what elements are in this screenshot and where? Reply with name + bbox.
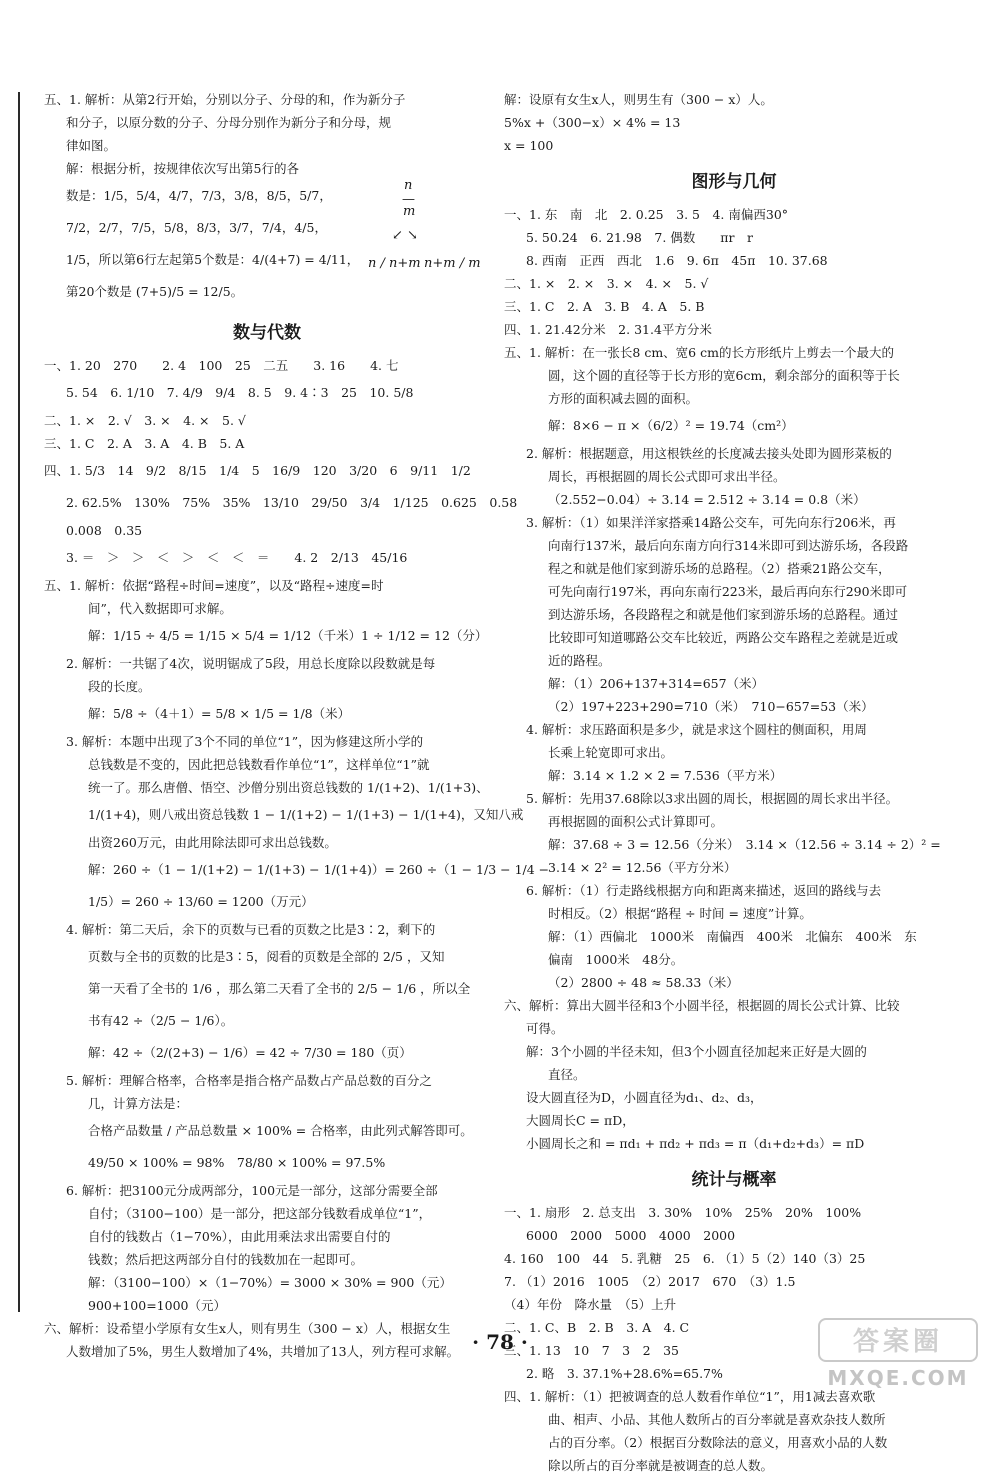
text-line: 到达游乐场，各段路程之和就是他们家到游乐场的总路程。通过 bbox=[548, 607, 899, 622]
text-line: 解：（1）西偏北 1000米 南偏西 400米 北偏东 400米 东 bbox=[548, 929, 917, 944]
text-line: 五、1. 解析：在一张长8 cm、宽6 cm的长方形纸片上剪去一个最大的 bbox=[504, 345, 894, 360]
text-line: （2）197+223+290=710（米） 710−657=53（米） bbox=[548, 699, 874, 714]
text-line: 6. 解析：把3100元分成两部分，100元是一部分，这部分需要全部 bbox=[66, 1183, 438, 1198]
text-line: 解：37.68 ÷ 3 = 12.56（分米） 3.14 ×（12.56 ÷ 3.14 ÷ 2）² = bbox=[548, 837, 941, 852]
text-line: 四、1. 5/3 14 9/2 8/15 1/4 5 16/9 120 3/20 6 9/11 1/2 bbox=[44, 463, 471, 478]
text-line: 一、1. 东 南 北 2. 0.25 3. 5 4. 南偏西30° bbox=[504, 207, 789, 222]
text-line: 二、1. × 2. × 3. × 4. × 5. √ bbox=[504, 276, 709, 291]
text-line: 三、1. C 2. A 3. A 4. B 5. A bbox=[44, 436, 245, 451]
text-line: 4. 解析：第二天后，余下的页数与已看的页数之比是3∶2，剩下的 bbox=[66, 922, 436, 937]
text-line: 近的路程。 bbox=[548, 653, 611, 668]
text-line: 偏南 1000米 48分。 bbox=[548, 952, 684, 967]
text-line: 二、1. × 2. √ 3. × 4. × 5. √ bbox=[44, 413, 246, 428]
text-line: 出资260万元，由此用除法即可求出总钱数。 bbox=[88, 835, 337, 850]
text-line: 2. 解析：一共锯了4次，说明锯成了5段，用总长度除以段数就是每 bbox=[66, 656, 436, 671]
text-line: 解：5/8 ÷（4＋1）= 5/8 × 1/5 = 1/8（米） bbox=[88, 706, 351, 721]
text-line: 0.008 0.35 bbox=[66, 523, 143, 538]
text-line: 圆，这个圆的直径等于长方形的宽6cm，剩余部分的面积等于长 bbox=[548, 368, 900, 383]
text-line: 占的百分率。（2）根据百分数除法的意义，用喜欢小品的人数 bbox=[548, 1435, 888, 1450]
text-line: 2. 解析：根据题意，用这根铁丝的长度减去接头处即为圆形菜板的 bbox=[526, 446, 892, 461]
text-line: 再根据圆的面积公式计算即可。 bbox=[548, 814, 724, 829]
text-line: 解：设原有女生x人，则男生有（300 − x）人。 bbox=[504, 92, 773, 107]
section-heading: 统计与概率 bbox=[691, 1170, 777, 1190]
diagram-right-fraction: n+m / m bbox=[424, 256, 481, 271]
text-line: 钱数；然后把这两部分自付的钱数加在一起即可。 bbox=[88, 1252, 364, 1267]
text-line: 5%x +（300−x）× 4% = 13 bbox=[504, 115, 681, 130]
text-line: 解：（3100−100）×（1−70%）= 3000 × 30% = 900（元） bbox=[88, 1275, 452, 1290]
text-line: 4. 解析：求压路面积是多少，就是求这个圆柱的侧面积，用周 bbox=[526, 722, 867, 737]
text-line: 7/2，2/7，7/5，5/8，8/3，3/7，7/4，4/5， bbox=[66, 220, 327, 235]
text-line: 三、1. C 2. A 3. B 4. A 5. B bbox=[504, 299, 705, 314]
text-line: 可先向南行197米，再向东南行223米，最后再向东行290米即可 bbox=[548, 584, 908, 599]
text-line: 程之和就是他们家到游乐场的总路程。（2）搭乘21路公交车， bbox=[548, 561, 891, 576]
text-line: 向南行137米，最后向东南方向行314米即可到达游乐场，各段路 bbox=[548, 538, 909, 553]
text-line: 第一天看了全书的 1/6 ，那么第二天看了全书的 2/5 − 1/6 ，所以全 bbox=[88, 981, 471, 996]
text-line: 五、1. 解析：从第2行开始，分别以分子、分母的和，作为新分子 bbox=[44, 92, 406, 107]
text-line: 解：260 ÷（1 − 1/(1+2) − 1/(1+3) − 1/(1+4)）= 260 ÷（1 − 1/3 − 1/4 − bbox=[88, 862, 550, 877]
text-line: 4. 160 100 44 5. 乳糖 25 6. （1）5（2）140（3）25 bbox=[504, 1251, 866, 1266]
text-line: 书有42 ÷（2/5 − 1/6）。 bbox=[88, 1013, 234, 1028]
text-line: 1/5，所以第6行左起第5个数是：4/(4+7) = 4/11， bbox=[66, 252, 360, 267]
text-line: 8. 西南 正西 西北 1.6 9. 6π 45π 10. 37.68 bbox=[526, 253, 828, 268]
watermark-bottom: MXQE.COM bbox=[827, 1366, 969, 1390]
text-line: 2. 62.5% 130% 75% 35% 13/10 29/50 3/4 1/125 0.625 0.58 bbox=[66, 495, 518, 510]
text-line: 解：1/15 ÷ 4/5 = 1/15 × 5/4 = 1/12（千米）1 ÷ 1/12 = 12（分） bbox=[88, 628, 488, 643]
right-column bbox=[504, 88, 964, 1477]
text-line: 一、1. 20 270 2. 4 100 25 二五 3. 16 4. 七 bbox=[44, 358, 399, 373]
text-line: 解：3个小圆的半径未知，但3个小圆直径加起来正好是大圆的 bbox=[526, 1044, 867, 1059]
text-line: 第20个数是 (7+5)/5 = 12/5。 bbox=[66, 284, 244, 299]
watermark-logo bbox=[818, 1318, 978, 1390]
text-line: 3. ＝ ＞ ＞ ＜ ＞ ＜ ＜ ＝ 4. 2 2/13 45/16 bbox=[66, 550, 408, 565]
text-line: 长乘上轮宽即可求出。 bbox=[548, 745, 674, 760]
diagram-top-denominator: m bbox=[403, 204, 416, 219]
text-line: 除以所占的百分率就是被调查的总人数。 bbox=[548, 1458, 774, 1473]
text-line: 2. 略 3. 37.1%+28.6%=65.7% bbox=[526, 1366, 723, 1381]
diagram-left-fraction: n / n+m bbox=[368, 256, 421, 271]
text-line: （2.552−0.04）÷ 3.14 = 2.512 ÷ 3.14 = 0.8（米） bbox=[548, 492, 866, 507]
text-line: 解：3.14 × 1.2 × 2 = 7.536（平方米） bbox=[548, 768, 783, 783]
diagram-fraction-bar: — bbox=[402, 192, 415, 207]
text-line: 合格产品数量 / 产品总数量 × 100% = 合格率，由此列式解答即可。 bbox=[88, 1123, 473, 1138]
text-line: 3.14 × 2² = 12.56（平方分米） bbox=[548, 860, 737, 875]
text-line: 六、解析：算出大圆半径和3个小圆半径，根据圆的周长公式计算、比较 bbox=[504, 998, 900, 1013]
text-line: 自付的钱数占（1−70%），由此用乘法求出需要自付的 bbox=[88, 1229, 391, 1244]
text-line: 统一了。那么唐僧、悟空、沙僧分别出资总钱数的 1/(1+2)、1/(1+3)、 bbox=[88, 780, 489, 795]
section-heading: 数与代数 bbox=[233, 323, 301, 343]
text-line: 解：根据分析，按规律依次写出第5行的各 bbox=[66, 161, 299, 176]
text-line: 页数与全书的页数的比是3∶5，阅看的页数是全部的 2/5 ，又知 bbox=[88, 949, 445, 964]
text-line: 人数增加了5%，男生人数增加了4%，共增加了13人，列方程可求解。 bbox=[66, 1344, 460, 1359]
text-line: 大圆周长C = πD， bbox=[526, 1113, 635, 1128]
text-line: 解：（1）206+137+314=657（米） bbox=[548, 676, 765, 691]
text-line: 六、解析：设希望小学原有女生x人，则有男生（300 − x）人，根据女生 bbox=[44, 1321, 451, 1336]
text-line: 6. 解析：（1）行走路线根据方向和距离来描述，返回的路线与去 bbox=[526, 883, 882, 898]
text-line: 和分子，以原分数的分子、分母分别作为新分子和分母，规 bbox=[66, 115, 392, 130]
text-line: 数是：1/5，5/4，4/7，7/3，3/8，8/5，5/7， bbox=[66, 188, 332, 203]
text-line: 周长，再根据圆的周长公式即可求出半径。 bbox=[548, 469, 786, 484]
text-line: 49/50 × 100% = 98% 78/80 × 100% = 97.5% bbox=[88, 1155, 386, 1170]
text-line: 设大圆直径为D，小圆直径为d₁、d₂、d₃， bbox=[526, 1090, 763, 1105]
text-line: 1/5）= 260 ÷ 13/60 = 1200（万元） bbox=[88, 894, 314, 909]
text-line: 二、1. C、B 2. B 3. A 4. C bbox=[504, 1320, 690, 1335]
text-line: 直径。 bbox=[548, 1067, 586, 1082]
text-line: 比较即可知道哪路公交车比较近，两路公交车路程之差就是近或 bbox=[548, 630, 899, 645]
text-line: 曲、相声、小品、其他人数所占的百分率就是喜欢杂技人数所 bbox=[548, 1412, 886, 1427]
text-line: 7. （1）2016 1005 （2）2017 670 （3）1.5 bbox=[504, 1274, 796, 1289]
text-line: 自付；（3100−100）是一部分，把这部分钱数看成单位“1”， bbox=[88, 1206, 432, 1221]
text-line: 5. 50.24 6. 21.98 7. 偶数 πr r bbox=[526, 230, 753, 245]
watermark-top: 答案圈 bbox=[818, 1318, 978, 1362]
text-line: 时相反。（2）根据“路程 ÷ 时间 = 速度”计算。 bbox=[548, 906, 812, 921]
text-line: 方形的面积减去圆的面积。 bbox=[548, 391, 699, 406]
text-line: 五、1. 解析：依据“路程÷时间=速度”，以及“路程÷速度=时 bbox=[44, 578, 384, 593]
text-line: 可得。 bbox=[526, 1021, 564, 1036]
text-line: 5. 解析：先用37.68除以3求出圆的周长，根据圆的周长求出半径。 bbox=[526, 791, 899, 806]
text-line: 解：42 ÷（2/(2+3) − 1/6）= 42 ÷ 7/30 = 180（页） bbox=[88, 1045, 412, 1060]
page-number: · 78 · bbox=[472, 1330, 528, 1354]
text-line: 6000 2000 5000 4000 2000 bbox=[526, 1228, 736, 1243]
text-line: 3. 解析：本题中出现了3个不同的单位“1”，因为修建这所小学的 bbox=[66, 734, 424, 749]
pattern-diagram bbox=[368, 178, 481, 278]
text-line: 5. 解析：理解合格率，合格率是指合格产品数占产品总数的百分之 bbox=[66, 1073, 432, 1088]
text-line: 四、1. 解析：（1）把被调查的总人数看作单位“1”，用1减去喜欢歌 bbox=[504, 1389, 876, 1404]
text-line: 一、1. 扇形 2. 总支出 3. 30% 10% 25% 20% 100% bbox=[504, 1205, 862, 1220]
text-line: 律如图。 bbox=[66, 138, 117, 153]
left-margin-rule bbox=[18, 92, 20, 1312]
text-line: x = 100 bbox=[504, 138, 554, 153]
text-line: 几，计算方法是： bbox=[88, 1096, 189, 1111]
text-line: 900+100=1000（元） bbox=[88, 1298, 226, 1313]
text-line: 三、1. 13 10 7 3 2 35 bbox=[504, 1343, 679, 1358]
text-line: 小圆周长之和 = πd₁ + πd₂ + πd₃ = π（d₁+d₂+d₃）= πD bbox=[526, 1136, 865, 1151]
text-line: 四、1. 21.42分米 2. 31.4平方分米 bbox=[504, 322, 712, 337]
text-line: 总钱数是不变的，因此把总钱数看作单位“1”，这样单位“1”就 bbox=[88, 757, 430, 772]
text-line: （4）年份 降水量 （5）上升 bbox=[504, 1297, 677, 1312]
section-heading: 图形与几何 bbox=[691, 172, 777, 192]
text-line: 段的长度。 bbox=[88, 679, 151, 694]
diagram-arrows: ↙ ↘ bbox=[392, 228, 418, 243]
text-line: 间”，代入数据即可求解。 bbox=[88, 601, 232, 616]
text-line: 1/(1+4)，则八戒出资总钱数 1 − 1/(1+2) − 1/(1+3) − 1/(1+4)，又知八戒 bbox=[88, 807, 524, 822]
diagram-top-numerator: n bbox=[404, 178, 413, 193]
text-line: 5. 54 6. 1/10 7. 4/9 9/4 8. 5 9. 4∶3 25 10. 5/8 bbox=[66, 385, 414, 400]
text-line: 解：8×6 − π ×（6/2）² = 19.74（cm²） bbox=[548, 418, 794, 433]
text-line: （2）2800 ÷ 48 ≈ 58.33（米） bbox=[548, 975, 739, 990]
text-line: 3. 解析：（1）如果洋洋家搭乘14路公交车，可先向东行206米，再 bbox=[526, 515, 896, 530]
